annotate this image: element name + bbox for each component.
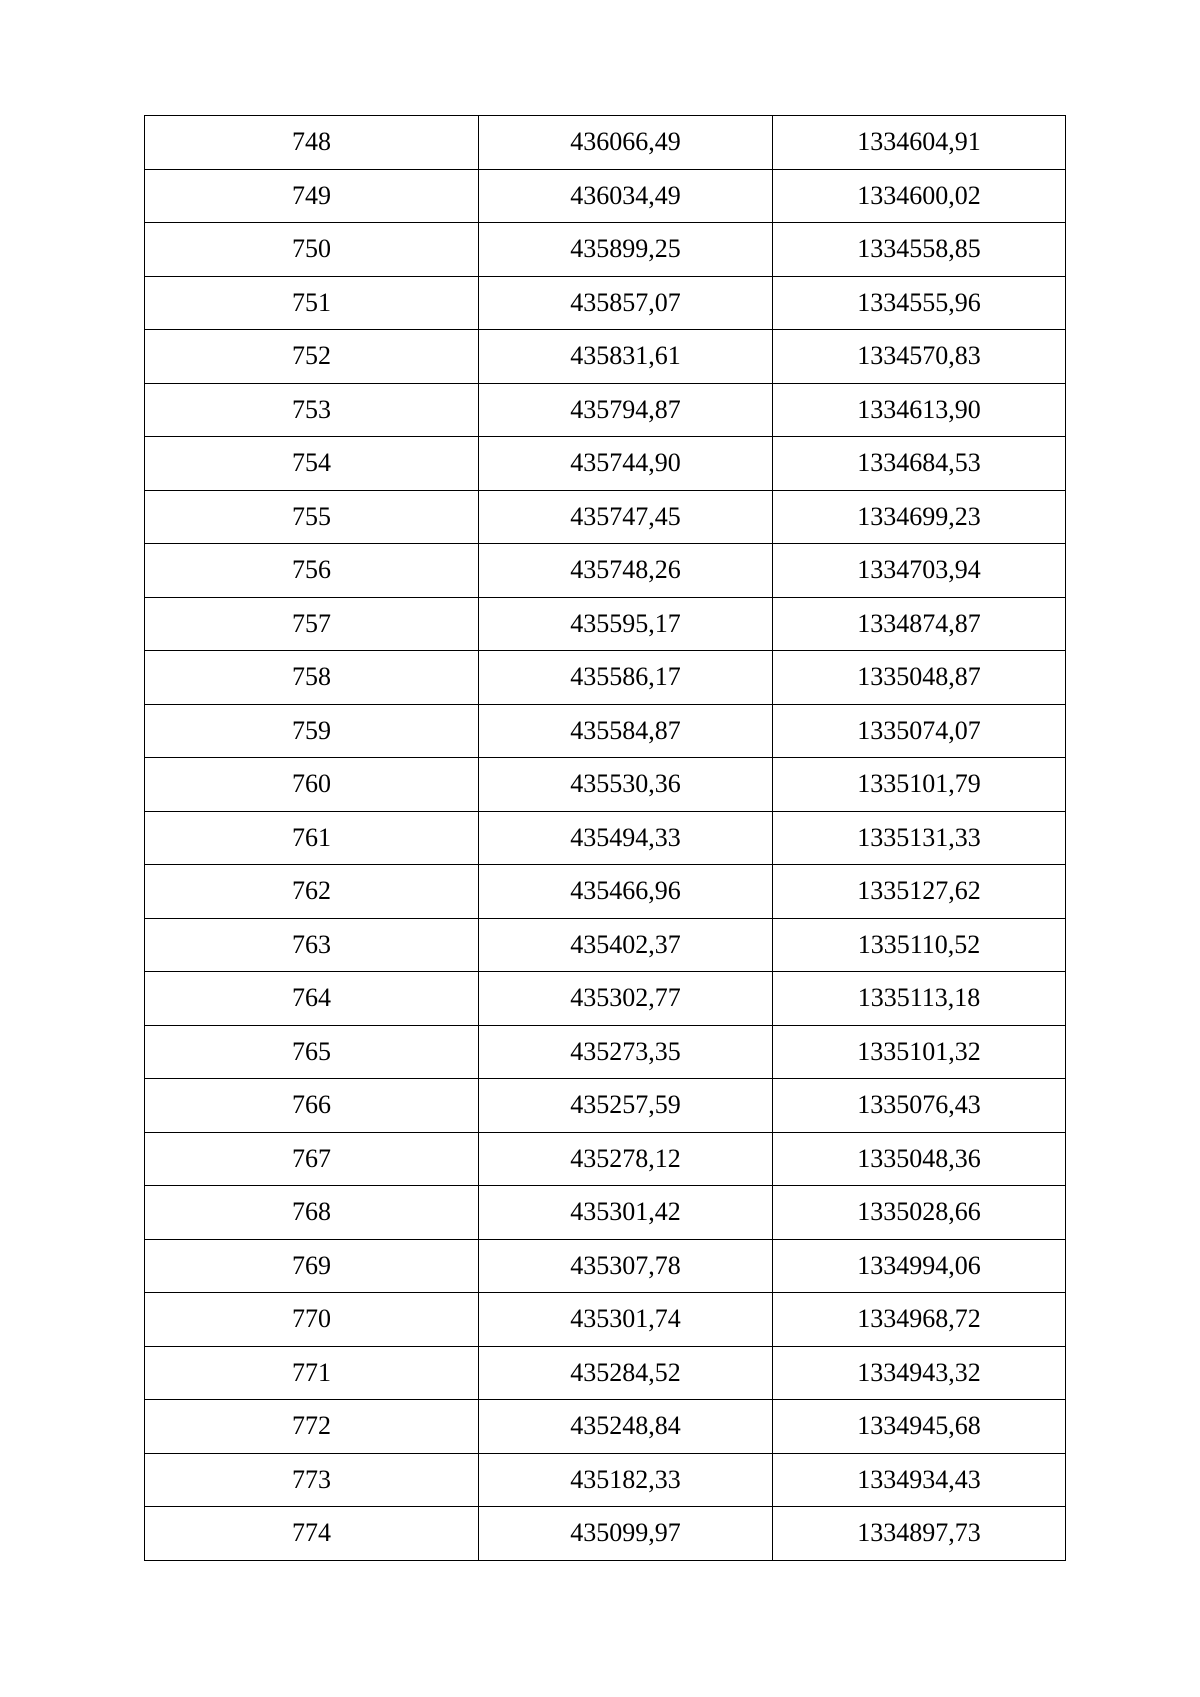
x-coordinate-cell: 435278,12 <box>479 1132 773 1186</box>
x-coordinate-cell: 436034,49 <box>479 169 773 223</box>
table-row <box>145 758 1066 812</box>
x-coordinate-cell: 435402,37 <box>479 918 773 972</box>
table-row <box>145 811 1066 865</box>
y-coordinate-cell: 1334897,73 <box>773 1507 1066 1561</box>
y-coordinate-cell: 1334994,06 <box>773 1239 1066 1293</box>
table-row <box>145 490 1066 544</box>
point-number-cell: 760 <box>145 758 479 812</box>
x-coordinate-cell: 435794,87 <box>479 383 773 437</box>
point-number-cell: 759 <box>145 704 479 758</box>
table-row <box>145 116 1066 170</box>
point-number-cell: 753 <box>145 383 479 437</box>
table-row <box>145 704 1066 758</box>
point-number-cell: 767 <box>145 1132 479 1186</box>
x-coordinate-cell: 435257,59 <box>479 1079 773 1133</box>
table-row <box>145 1453 1066 1507</box>
point-number-cell: 763 <box>145 918 479 972</box>
y-coordinate-cell: 1334934,43 <box>773 1453 1066 1507</box>
table-row <box>145 1507 1066 1561</box>
y-coordinate-cell: 1335127,62 <box>773 865 1066 919</box>
table-row <box>145 1025 1066 1079</box>
table-row <box>145 437 1066 491</box>
table-row <box>145 1293 1066 1347</box>
x-coordinate-cell: 435284,52 <box>479 1346 773 1400</box>
table-row <box>145 597 1066 651</box>
y-coordinate-cell: 1334604,91 <box>773 116 1066 170</box>
table-row <box>145 972 1066 1026</box>
coordinates-table-body <box>145 116 1066 1561</box>
x-coordinate-cell: 435747,45 <box>479 490 773 544</box>
point-number-cell: 748 <box>145 116 479 170</box>
y-coordinate-cell: 1334570,83 <box>773 330 1066 384</box>
y-coordinate-cell: 1334555,96 <box>773 276 1066 330</box>
point-number-cell: 771 <box>145 1346 479 1400</box>
y-coordinate-cell: 1335076,43 <box>773 1079 1066 1133</box>
y-coordinate-cell: 1335131,33 <box>773 811 1066 865</box>
table-row <box>145 865 1066 919</box>
table-row <box>145 169 1066 223</box>
table-row <box>145 1132 1066 1186</box>
point-number-cell: 751 <box>145 276 479 330</box>
y-coordinate-cell: 1334968,72 <box>773 1293 1066 1347</box>
table-row <box>145 276 1066 330</box>
point-number-cell: 752 <box>145 330 479 384</box>
table-row <box>145 1186 1066 1240</box>
y-coordinate-cell: 1335048,36 <box>773 1132 1066 1186</box>
x-coordinate-cell: 435857,07 <box>479 276 773 330</box>
y-coordinate-cell: 1335028,66 <box>773 1186 1066 1240</box>
point-number-cell: 761 <box>145 811 479 865</box>
coordinates-table <box>144 115 1066 1561</box>
point-number-cell: 768 <box>145 1186 479 1240</box>
table-row <box>145 918 1066 972</box>
x-coordinate-cell: 435744,90 <box>479 437 773 491</box>
table-row <box>145 544 1066 598</box>
x-coordinate-cell: 435584,87 <box>479 704 773 758</box>
x-coordinate-cell: 435831,61 <box>479 330 773 384</box>
point-number-cell: 754 <box>145 437 479 491</box>
x-coordinate-cell: 435307,78 <box>479 1239 773 1293</box>
y-coordinate-cell: 1334600,02 <box>773 169 1066 223</box>
x-coordinate-cell: 435530,36 <box>479 758 773 812</box>
x-coordinate-cell: 435099,97 <box>479 1507 773 1561</box>
table-row <box>145 1346 1066 1400</box>
x-coordinate-cell: 435302,77 <box>479 972 773 1026</box>
point-number-cell: 749 <box>145 169 479 223</box>
point-number-cell: 773 <box>145 1453 479 1507</box>
table-row <box>145 1400 1066 1454</box>
y-coordinate-cell: 1334699,23 <box>773 490 1066 544</box>
point-number-cell: 769 <box>145 1239 479 1293</box>
point-number-cell: 750 <box>145 223 479 277</box>
y-coordinate-cell: 1334874,87 <box>773 597 1066 651</box>
table-row <box>145 223 1066 277</box>
point-number-cell: 764 <box>145 972 479 1026</box>
x-coordinate-cell: 435748,26 <box>479 544 773 598</box>
x-coordinate-cell: 435182,33 <box>479 1453 773 1507</box>
table-row <box>145 383 1066 437</box>
point-number-cell: 762 <box>145 865 479 919</box>
x-coordinate-cell: 435248,84 <box>479 1400 773 1454</box>
y-coordinate-cell: 1335101,32 <box>773 1025 1066 1079</box>
table-row <box>145 1239 1066 1293</box>
point-number-cell: 757 <box>145 597 479 651</box>
y-coordinate-cell: 1334703,94 <box>773 544 1066 598</box>
point-number-cell: 755 <box>145 490 479 544</box>
y-coordinate-cell: 1334945,68 <box>773 1400 1066 1454</box>
x-coordinate-cell: 435301,42 <box>479 1186 773 1240</box>
table-row <box>145 651 1066 705</box>
x-coordinate-cell: 435494,33 <box>479 811 773 865</box>
y-coordinate-cell: 1334558,85 <box>773 223 1066 277</box>
y-coordinate-cell: 1334613,90 <box>773 383 1066 437</box>
y-coordinate-cell: 1335101,79 <box>773 758 1066 812</box>
point-number-cell: 772 <box>145 1400 479 1454</box>
y-coordinate-cell: 1335074,07 <box>773 704 1066 758</box>
x-coordinate-cell: 435301,74 <box>479 1293 773 1347</box>
y-coordinate-cell: 1335110,52 <box>773 918 1066 972</box>
point-number-cell: 770 <box>145 1293 479 1347</box>
x-coordinate-cell: 435466,96 <box>479 865 773 919</box>
x-coordinate-cell: 435586,17 <box>479 651 773 705</box>
point-number-cell: 756 <box>145 544 479 598</box>
table-row <box>145 1079 1066 1133</box>
y-coordinate-cell: 1334943,32 <box>773 1346 1066 1400</box>
x-coordinate-cell: 435273,35 <box>479 1025 773 1079</box>
x-coordinate-cell: 435595,17 <box>479 597 773 651</box>
x-coordinate-cell: 435899,25 <box>479 223 773 277</box>
y-coordinate-cell: 1335113,18 <box>773 972 1066 1026</box>
y-coordinate-cell: 1334684,53 <box>773 437 1066 491</box>
y-coordinate-cell: 1335048,87 <box>773 651 1066 705</box>
point-number-cell: 766 <box>145 1079 479 1133</box>
x-coordinate-cell: 436066,49 <box>479 116 773 170</box>
table-row <box>145 330 1066 384</box>
point-number-cell: 765 <box>145 1025 479 1079</box>
point-number-cell: 774 <box>145 1507 479 1561</box>
point-number-cell: 758 <box>145 651 479 705</box>
